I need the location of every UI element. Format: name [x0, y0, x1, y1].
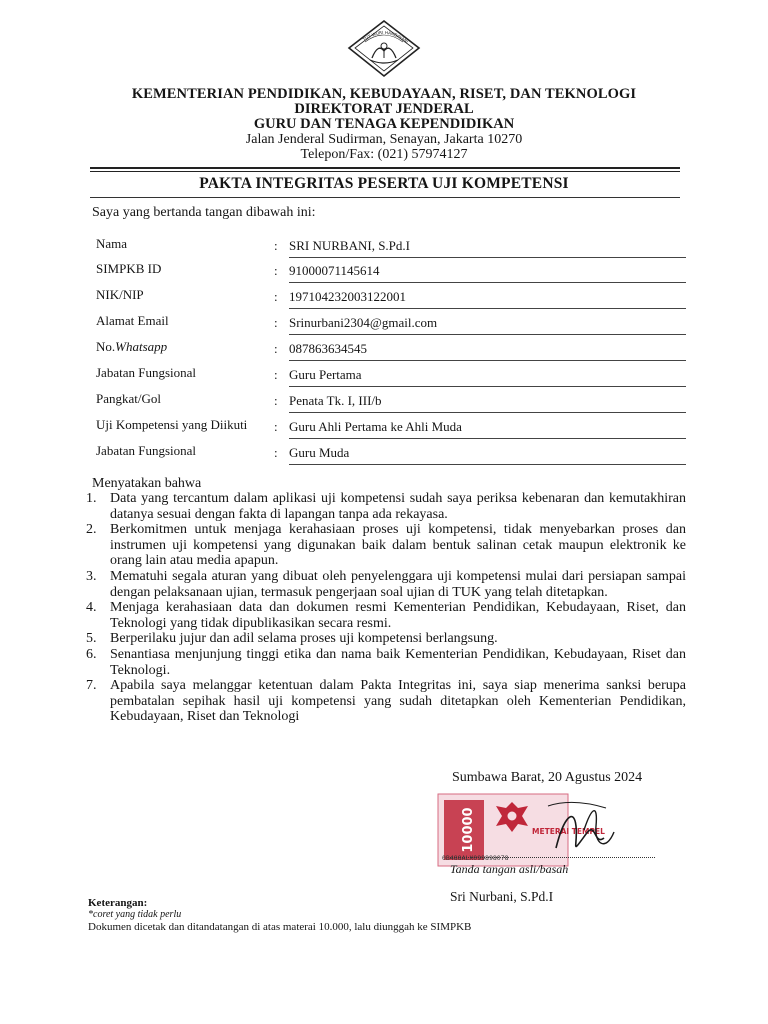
- logo-text: TUT WURI HANDAYANI: [361, 29, 410, 45]
- field-row-uji-kompetensi: [96, 417, 686, 437]
- signer-name: Sri Nurbani, S.Pd.I: [450, 889, 554, 904]
- field-colon: :: [274, 341, 278, 356]
- field-row-nama: [96, 236, 686, 256]
- field-value-jabatan-tujuan: Guru Muda: [289, 445, 686, 465]
- statement-number: 7.: [86, 678, 97, 694]
- statement-number: 2.: [86, 522, 97, 538]
- signature-line: [450, 857, 655, 858]
- field-value-whatsapp: 087863634545: [289, 341, 686, 361]
- statement-number: 1.: [86, 491, 97, 506]
- field-label: Nama: [96, 236, 128, 251]
- statement-text: Data yang tercantum dalam aplikasi uji kompetensi sudah saya periksa kebenaran dan kemutakhiran datanya sesuai dengan fakta di lapangan tanpa ada rekayasa.: [110, 491, 686, 522]
- statement-item: [86, 647, 686, 678]
- statement-text: Senantiasa menjunjung tinggi etika dan nama baik Kementerian Pendidikan, Kebudayaan, Riset dan Teknologi.: [110, 646, 686, 678]
- field-value-pangkat: Penata Tk. I, III/b: [289, 393, 686, 413]
- directorate-subname: GURU DAN TENAGA KEPENDIDIKAN: [253, 116, 515, 132]
- field-value-email: Srinurbani2304@gmail.com: [289, 315, 686, 335]
- stamp-serial: 0B488ALX099898078: [442, 854, 509, 862]
- letterhead-rule-thin: [90, 171, 680, 172]
- notes-line-1: *coret yang tidak perlu: [88, 909, 182, 920]
- field-colon: :: [274, 367, 278, 382]
- statement-number: 5.: [86, 631, 97, 647]
- statement-item: [86, 569, 686, 600]
- place-date: Sumbawa Barat, 20 Agustus 2024: [452, 770, 643, 785]
- field-row-jabatan-tujuan: [96, 443, 686, 463]
- field-value-uji-kompetensi: Guru Ahli Pertama ke Ahli Muda: [289, 419, 686, 439]
- statement-item: [86, 522, 686, 569]
- office-phone: Telepon/Fax: (021) 57974127: [300, 147, 468, 162]
- statement-list: [86, 491, 686, 725]
- stamp-value: 10000: [461, 807, 476, 853]
- field-colon: :: [274, 263, 278, 278]
- field-colon: :: [274, 393, 278, 408]
- statement-text: Apabila saya melanggar ketentuan dalam Pakta Integritas ini, saya siap menerima sanksi berupa pembatalan sepihak hasil uji kompetensi yang sudah ditetapkan oleh Kementerian Pendidikan, Kebudayaan, Riset dan Teknologi: [110, 678, 686, 725]
- ministry-name: KEMENTERIAN PENDIDIKAN, KEBUDAYAAN, RISET, DAN TEKNOLOGI: [131, 86, 637, 102]
- field-row-pangkat: [96, 391, 686, 411]
- statement-heading: Menyatakan bahwa: [92, 476, 202, 491]
- directorate-name: DIREKTORAT JENDERAL: [294, 101, 474, 117]
- statement-number: 3.: [86, 568, 97, 584]
- field-value-nama: SRI NURBANI, S.Pd.I: [289, 238, 686, 258]
- notes-heading: Keterangan:: [88, 897, 148, 909]
- tut-wuri-handayani-logo: [345, 18, 423, 80]
- field-colon: :: [274, 315, 278, 330]
- field-value-simpkb-id: 91000071145614: [289, 263, 686, 283]
- field-colon: :: [274, 445, 278, 460]
- statement-item: [86, 491, 686, 522]
- field-label: [96, 339, 167, 355]
- field-label: Pangkat/Gol: [96, 391, 161, 406]
- field-colon: :: [274, 289, 278, 304]
- label-italic: Whatsapp: [115, 339, 168, 354]
- field-label: Jabatan Fungsional: [96, 443, 197, 458]
- statement-number: 6.: [86, 646, 97, 662]
- field-label: Alamat Email: [96, 313, 169, 328]
- notes-line-2: Dokumen dicetak dan ditandatangan di atas materai 10.000, lalu diunggah ke SIMPKB: [88, 921, 472, 933]
- field-row-nik-nip: [96, 287, 686, 307]
- field-row-jabatan: [96, 365, 686, 385]
- field-label: NIK/NIP: [96, 287, 144, 302]
- field-label: Jabatan Fungsional: [96, 365, 197, 380]
- statement-text: Mematuhi segala aturan yang dibuat oleh penyelenggara uji kompetensi mulai dari persiapan sampai dengan pelaksanaan ujian, termasuk pengerjaan soal ujian di TUK yang telah ditetapkan.: [110, 568, 686, 600]
- field-row-whatsapp: [96, 339, 686, 359]
- signature-caption: Tanda tangan asli/basah: [450, 862, 569, 876]
- statement-item: [86, 600, 686, 631]
- statement-text: Berkomitmen untuk menjaga kerahasiaan proses uji kompetensi, tidak menyebarkan proses dan instrumen uji kompetensi yang digunakan baik dalam bentuk salinan cetak maupun elektronik ke orang lain atau media apapun.: [110, 522, 686, 569]
- field-value-nik-nip: 197104232003122001: [289, 289, 686, 309]
- field-row-email: [96, 313, 686, 333]
- field-value-jabatan: Guru Pertama: [289, 367, 686, 387]
- field-colon: :: [274, 419, 278, 434]
- intro-text: Saya yang bertanda tangan dibawah ini:: [92, 205, 316, 220]
- statement-text: Berperilaku jujur dan adil selama proses uji kompetensi berlangsung.: [110, 631, 498, 647]
- office-address: Jalan Jenderal Sudirman, Senayan, Jakarta 10270: [245, 132, 523, 147]
- field-colon: :: [274, 238, 278, 253]
- stamp-label: METERAI TEMPEL: [532, 827, 605, 836]
- statement-item: [86, 678, 686, 725]
- field-label: SIMPKB ID: [96, 261, 162, 276]
- field-label: Uji Kompetensi yang Diikuti: [96, 417, 248, 432]
- title-rule: [90, 197, 680, 198]
- field-row-simpkb-id: [96, 261, 686, 281]
- statement-number: 4.: [86, 600, 97, 616]
- letterhead-rule-thick: [90, 167, 680, 169]
- document-title: PAKTA INTEGRITAS PESERTA UJI KOMPETENSI: [199, 175, 569, 192]
- statement-text: Menjaga kerahasiaan data dan dokumen resmi Kementerian Pendidikan, Kebudayaan, Riset, dan Teknologi yang tidak dipublikasikan secara resmi.: [110, 600, 686, 631]
- statement-item: [86, 631, 686, 647]
- label-prefix: No.: [96, 339, 116, 354]
